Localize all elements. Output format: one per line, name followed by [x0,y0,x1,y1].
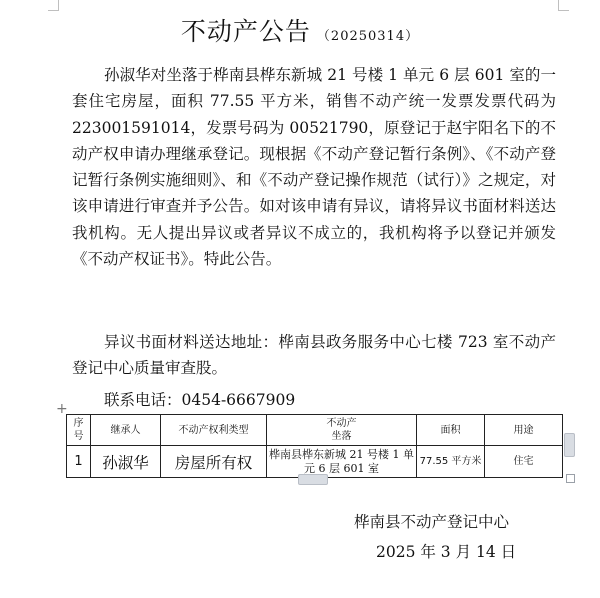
margin-corner-mark [558,0,569,11]
table-resize-handle[interactable] [566,474,575,483]
contact-phone: 联系电话：0454-6667909 [104,391,296,409]
cell-area: 77.55 平方米 [417,446,485,478]
header-location-line1: 不动产 [326,418,357,429]
cell-heir: 孙淑华 [91,446,161,478]
table-move-handle-icon[interactable]: + [56,401,68,417]
cell-no: 1 [67,446,91,478]
objection-address-paragraph: 异议书面材料送达地址：桦南县政务服务中心七楼 723 室不动产登记中心质量审查股。 [72,333,556,378]
header-usage: 用途 [485,415,563,446]
issue-date: 2025 年 3 月 14 日 [376,543,517,561]
issuing-organization: 桦南县不动产登记中心 [354,513,510,531]
table-row [67,446,563,478]
notice-paragraph-main: 孙淑华对坐落于桦南县桦东新城 21 号楼 1 单元 6 层 601 室的一套住宅房屋，面积 77.55 平方米，销售不动产统一发票发票代码为 223001591014，发票号码为 00521790，原登记于赵宇阳名下的不动产权申请办理继承登记。现根据《不动产登记暂行条例》、《不动产登记暂行条例实施细则》、和《不动产登记操作规范（试行）》之规定，对该申请进行审查并予公告。如对该申请有异议，请将异议书面材料送达我机构。无人提出异议或者异议不成立的，我机构将予以登记并颁发《不动产权证书》。特此公告。 [72,66,556,269]
notice-title-block [0,12,600,48]
cell-location: 桦南县桦东新城 21 号楼 1 单元 6 层 601 室 [267,446,417,478]
header-right-type: 不动产权利类型 [161,415,267,446]
notice-title-date: （20250314） [316,29,420,44]
add-row-handle[interactable] [298,474,328,485]
cell-usage: 住宅 [485,446,563,478]
header-heir: 继承人 [91,415,161,446]
header-no: 序号 [67,415,91,446]
header-location-line2: 坐落 [331,431,352,442]
add-column-handle[interactable] [564,433,575,457]
header-location [267,415,417,446]
table-header-row [67,415,563,446]
registration-table [66,414,563,478]
margin-corner-mark [48,0,59,11]
header-area: 面积 [417,415,485,446]
cell-right-type: 房屋所有权 [161,446,267,478]
notice-title: 不动产公告 [180,17,311,46]
